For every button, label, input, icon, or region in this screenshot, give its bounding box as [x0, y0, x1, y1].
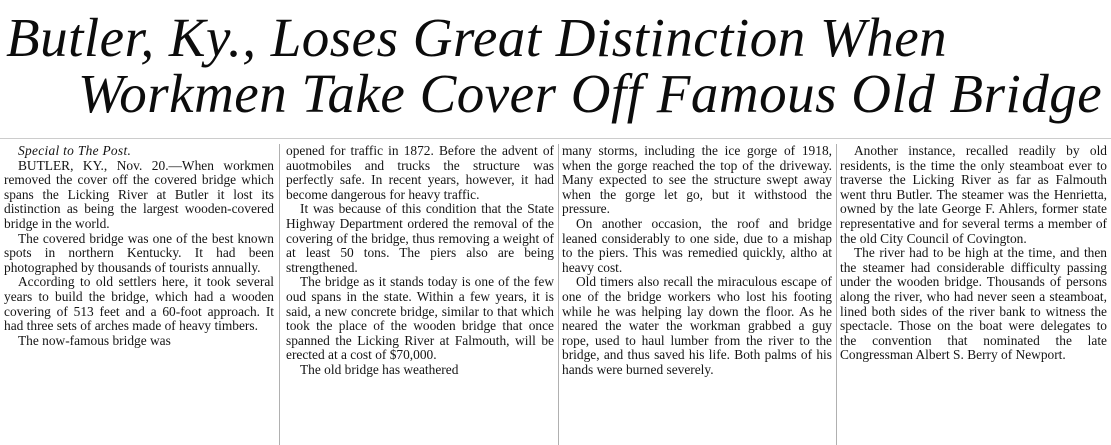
paragraph: The now-famous bridge was	[18, 332, 171, 348]
paragraph: According to old settlers here, it took several years to build the bridge, which had a wooden covering of 513 feet and a 60-foot approach. It had three sets of arches made of heavy timbers.	[4, 274, 274, 334]
column-1	[4, 144, 274, 445]
paragraph: The bridge as it stands today is one of the few oud spans in the state. Within a few years, it is said, a new concrete bridge, similar to that which took the place of the wooden bridge that once spanned the Licking River at Falmouth, will be erected at a cost of $70,000.	[286, 274, 554, 363]
column-3	[562, 144, 832, 445]
paragraph: opened for traffic in 1872. Before the advent of auotmobiles and trucks the structure was perfectly safe. In recent years, however, it had become dangerous for heavy traffic.	[286, 144, 554, 202]
headline-line-1: Butler, Ky., Loses Great Distinction When	[6, 7, 948, 68]
paragraph: It was because of this condition that the State Highway Department ordered the removal of the covering of the bridge, thus removing a weight of at least 50 tons. The piers also are being strengthened.	[286, 201, 554, 275]
paragraph: On another occasion, the roof and bridge leaned considerably to one side, due to a mishap to the piers. This was remedied quickly, altho at heavy cost.	[562, 215, 832, 275]
paragraph: BUTLER, KY., Nov. 20.—When workmen removed the cover off the covered bridge which spans the Licking River at Butler it lost its distinction as being the largest wooden-covered bridge in the world.	[4, 157, 274, 231]
paragraph: The covered bridge was one of the best known spots in northern Kentucky. It had been photographed by thousands of tourists annually.	[4, 230, 274, 275]
column-divider	[558, 144, 559, 445]
paragraph: Another instance, recalled readily by old residents, is the time the only steamboat ever to traverse the Licking River as far as Falmouth went thru Butler. The steamer was the Henrietta, owned by the late George F. Ahlers, former state representative and for several terms a member of the old City Council of Covington.	[840, 144, 1107, 246]
column-4	[840, 144, 1107, 445]
headline	[0, 0, 1111, 138]
paragraph: Old timers also recall the miraculous escape of one of the bridge workers who lost his footing while he was helping lay down the floor. As he neared the water the workman grabbed a guy rope, used to haul lumber from the river to the bridge, and thus saved his life. Both palms of his hands were burned severely.	[562, 274, 832, 377]
column-divider	[836, 144, 837, 445]
headline-rule	[0, 138, 1111, 139]
column-2	[286, 144, 554, 445]
paragraph: many storms, including the ice gorge of 1918, when the gorge reached the top of the driveway. Many expected to see the structure swept away when the gorge let go, but it withstood the pressure.	[562, 144, 832, 217]
column-divider	[279, 144, 280, 445]
article-body	[0, 144, 1111, 445]
paragraph: The river had to be high at the time, and then the steamer had considerable difficulty passing under the wooden bridge. Thousands of persons along the river, who had never seen a steamboat, lined both sides of the river bank to witness the spectacle. Those on the boat were delegates to the convention that nominated the late Congressman Albert S. Berry of Newport.	[840, 245, 1107, 363]
byline-credit: Special to The Post.	[18, 144, 132, 158]
paragraph: The old bridge has weathered	[300, 361, 459, 377]
headline-line-2: Workmen Take Cover Off Famous Old Bridge	[78, 63, 1103, 124]
